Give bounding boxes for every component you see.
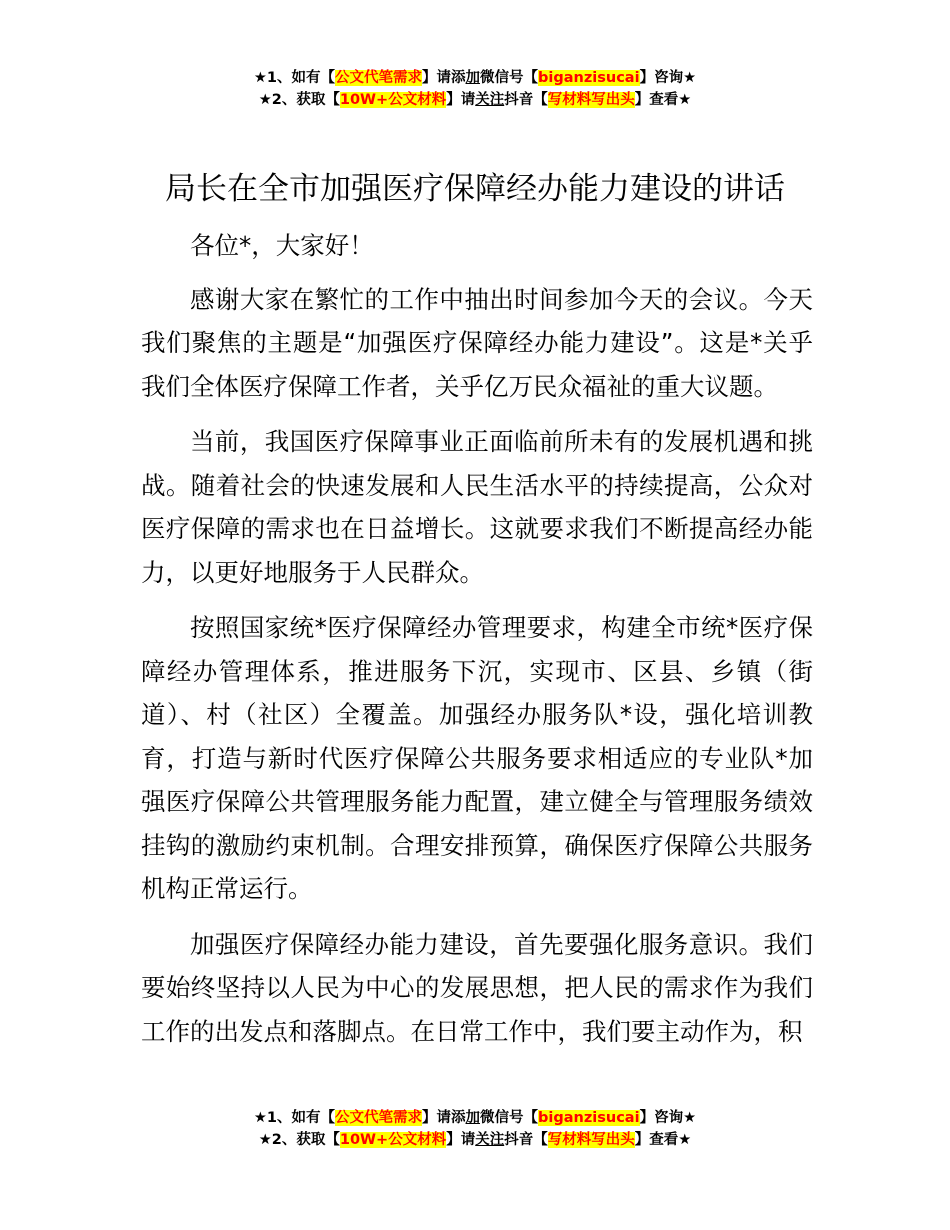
banner-text: 】查看★: [634, 92, 692, 108]
highlight-wechat-id: biganzisucai: [538, 1110, 640, 1126]
banner-text: 】请: [446, 92, 476, 108]
banner-line-2: [0, 89, 950, 111]
banner-text: 】咨询★: [639, 70, 697, 86]
body-paragraph: 当前，我国医疗保障事业正面临前所未有的发展机遇和挑战。随着社会的快速发展和人民生活水平的持续提高，公众对医疗保障的需求也在日益增长。这就要求我们不断提高经办能力，以更好地服务于人民群众。: [141, 427, 813, 587]
banner-line-1: [0, 1107, 950, 1129]
banner-underlined-text: 加: [465, 70, 481, 86]
banner-text: 抖音【: [504, 1132, 548, 1148]
highlight-materials: 10W+公文材料: [339, 92, 447, 108]
greeting-paragraph: 各位*，大家好！: [190, 231, 374, 260]
banner-text: 抖音【: [504, 92, 548, 108]
banner-text: ★1、如有【: [253, 1110, 336, 1126]
banner-text: ★2、获取【: [258, 1132, 340, 1148]
banner-text: 】请添: [422, 70, 466, 86]
body-paragraph: 加强医疗保障经办能力建设，首先要强化服务意识。我们要始终坚持以人民为中心的发展思想，把人民的需求作为我们工作的出发点和落脚点。在日常工作中，我们要主动作为，积: [141, 929, 813, 1046]
document-body: [141, 224, 813, 1065]
highlight-service: 公文代笔需求: [335, 1110, 423, 1126]
body-paragraph: 感谢大家在繁忙的工作中抽出时间参加今天的会议。今天我们聚焦的主题是“加强医疗保障经办能力建设”。这是*关乎我们全体医疗保障工作者，关乎亿万民众福祉的重大议题。: [141, 284, 813, 401]
banner-text: ★1、如有【: [253, 70, 336, 86]
header-banner: [0, 67, 950, 111]
highlight-materials: 10W+公文材料: [339, 1132, 447, 1148]
document-title: 局长在全市加强医疗保障经办能力建设的讲话: [165, 171, 785, 207]
banner-text: 】请添: [422, 1110, 466, 1126]
banner-text: 微信号【: [480, 70, 539, 86]
highlight-douyin: 写材料写出头: [547, 92, 635, 108]
footer-banner: [0, 1107, 950, 1151]
banner-underlined-text: 加: [465, 1110, 481, 1126]
banner-text: 】查看★: [634, 1132, 692, 1148]
banner-underlined-text: 关注: [475, 1132, 505, 1148]
banner-text: ★2、获取【: [258, 92, 340, 108]
banner-text: 微信号【: [480, 1110, 539, 1126]
highlight-douyin: 写材料写出头: [547, 1132, 635, 1148]
banner-line-1: [0, 67, 950, 89]
highlight-service: 公文代笔需求: [335, 70, 423, 86]
banner-text: 】咨询★: [639, 1110, 697, 1126]
banner-underlined-text: 关注: [475, 92, 505, 108]
banner-text: 】请: [446, 1132, 476, 1148]
body-paragraph: 按照国家统*医疗保障经办管理要求，构建全市统*医疗保障经办管理体系，推进服务下沉，实现市、区县、乡镇（街道）、村（社区）全覆盖。加强经办服务队*设，强化培训教育，打造与新时代医疗保障公共服务要求相适应的专业队*加强医疗保障公共管理服务能力配置，建立健全与管理服务绩效挂钩的激励约束机制。合理安排预算，确保医疗保障公共服务机构正常运行。: [141, 613, 813, 903]
banner-line-2: [0, 1129, 950, 1151]
highlight-wechat-id: biganzisucai: [538, 70, 640, 86]
